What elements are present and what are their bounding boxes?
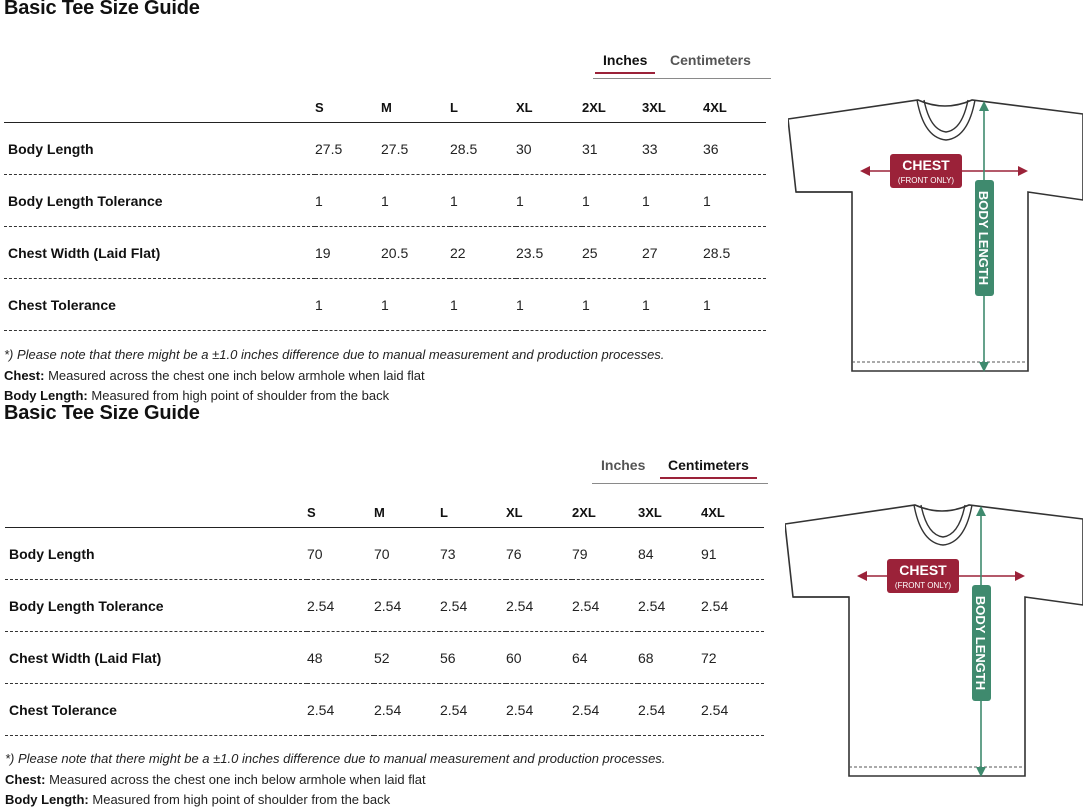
table-cell: 2.54 [374,684,440,736]
size-header: S [307,497,374,528]
size-header: 4XL [703,92,766,123]
table-cell: 31 [582,123,642,175]
table-row [4,279,766,331]
table-cell: 33 [642,123,703,175]
table-cell: 1 [582,175,642,227]
table-cell: 1 [315,175,381,227]
table-cell: 72 [701,632,764,684]
size-table [5,497,764,736]
table-cell: 2.54 [572,580,638,632]
table-cell: 2.54 [440,684,506,736]
body-length-label: BODY LENGTH [976,190,991,286]
table-cell: 1 [450,279,516,331]
table-cell: 36 [703,123,766,175]
size-header: 4XL [701,497,764,528]
unit-tabs [592,455,768,484]
row-label: Chest Width (Laid Flat) [4,227,315,279]
row-label: Chest Tolerance [5,684,307,736]
table-cell: 70 [307,528,374,580]
tab-centimeters[interactable]: Centimeters [670,52,751,68]
size-guide-panel-inches [0,0,1083,404]
table-row [5,528,764,580]
row-label: Body Length [4,123,315,175]
size-header: XL [506,497,572,528]
table-cell: 68 [638,632,701,684]
measurement-notes [4,345,664,404]
table-cell: 1 [642,279,703,331]
size-header: XL [516,92,582,123]
table-cell: 79 [572,528,638,580]
size-header: L [450,92,516,123]
table-cell: 1 [381,279,450,331]
row-label: Body Length Tolerance [4,175,315,227]
table-row [4,123,766,175]
table-row [5,684,764,736]
table-cell: 2.54 [307,684,374,736]
table-row [4,175,766,227]
page-title: Basic Tee Size Guide [4,0,200,19]
disclaimer-note: *) Please note that there might be a ±1.0 inches difference due to manual measurement and production processes. [5,751,666,766]
row-label: Body Length [5,528,307,580]
table-cell: 30 [516,123,582,175]
table-cell: 22 [450,227,516,279]
table-cell: 2.54 [638,580,701,632]
table-cell: 2.54 [307,580,374,632]
table-cell: 64 [572,632,638,684]
body-length-note: Body Length: Measured from high point of shoulder from the back [5,792,391,807]
tshirt-diagram [788,92,1083,377]
size-header: L [440,497,506,528]
chest-label: CHEST [902,157,950,173]
table-row [4,227,766,279]
table-row [5,632,764,684]
body-length-note: Body Length: Measured from high point of shoulder from the back [4,388,390,403]
table-cell: 1 [703,175,766,227]
unit-tabs [593,50,771,79]
table-cell: 2.54 [506,580,572,632]
chest-note: Chest: Measured across the chest one inch below armhole when laid flat [4,367,425,383]
tab-inches[interactable]: Inches [595,52,655,74]
size-header: 2XL [572,497,638,528]
size-table [4,92,766,331]
table-cell: 84 [638,528,701,580]
row-label: Body Length Tolerance [5,580,307,632]
table-cell: 1 [381,175,450,227]
table-cell: 19 [315,227,381,279]
table-cell: 70 [374,528,440,580]
disclaimer-note: *) Please note that there might be a ±1.0 inches difference due to manual measurement and production processes. [4,347,665,362]
tab-centimeters[interactable]: Centimeters [660,457,757,479]
table-cell: 2.54 [440,580,506,632]
front-only-label: (FRONT ONLY) [897,176,955,185]
table-cell: 1 [642,175,703,227]
table-cell: 2.54 [506,684,572,736]
table-row [5,580,764,632]
table-cell: 91 [701,528,764,580]
table-header-row [4,92,766,123]
table-cell: 28.5 [703,227,766,279]
table-cell: 1 [450,175,516,227]
size-header: M [381,92,450,123]
row-label: Chest Tolerance [4,279,315,331]
size-guide-panel-centimeters [0,405,1083,809]
table-cell: 27.5 [315,123,381,175]
tab-inches[interactable]: Inches [601,457,646,473]
front-only-label: (FRONT ONLY) [894,581,952,590]
table-cell: 76 [506,528,572,580]
size-header: 3XL [638,497,701,528]
table-cell: 1 [582,279,642,331]
table-cell: 73 [440,528,506,580]
table-cell: 23.5 [516,227,582,279]
size-header: 3XL [642,92,703,123]
table-cell: 2.54 [701,684,764,736]
table-cell: 1 [703,279,766,331]
table-cell: 2.54 [374,580,440,632]
table-cell: 60 [506,632,572,684]
table-cell: 52 [374,632,440,684]
table-header-row [5,497,764,528]
body-length-label: BODY LENGTH [973,595,988,691]
measurement-notes [5,749,665,809]
table-cell: 25 [582,227,642,279]
chest-note: Chest: Measured across the chest one inch below armhole when laid flat [5,771,426,787]
table-cell: 1 [516,279,582,331]
table-cell: 28.5 [450,123,516,175]
chest-label: CHEST [899,562,947,578]
table-cell: 2.54 [701,580,764,632]
table-cell: 27 [642,227,703,279]
table-cell: 20.5 [381,227,450,279]
row-label: Chest Width (Laid Flat) [5,632,307,684]
table-cell: 1 [516,175,582,227]
table-cell: 2.54 [572,684,638,736]
size-header: M [374,497,440,528]
table-cell: 48 [307,632,374,684]
table-cell: 2.54 [638,684,701,736]
table-cell: 1 [315,279,381,331]
size-header: 2XL [582,92,642,123]
size-header: S [315,92,381,123]
table-cell: 56 [440,632,506,684]
tshirt-diagram [785,497,1083,782]
table-cell: 27.5 [381,123,450,175]
page-title: Basic Tee Size Guide [4,405,200,424]
